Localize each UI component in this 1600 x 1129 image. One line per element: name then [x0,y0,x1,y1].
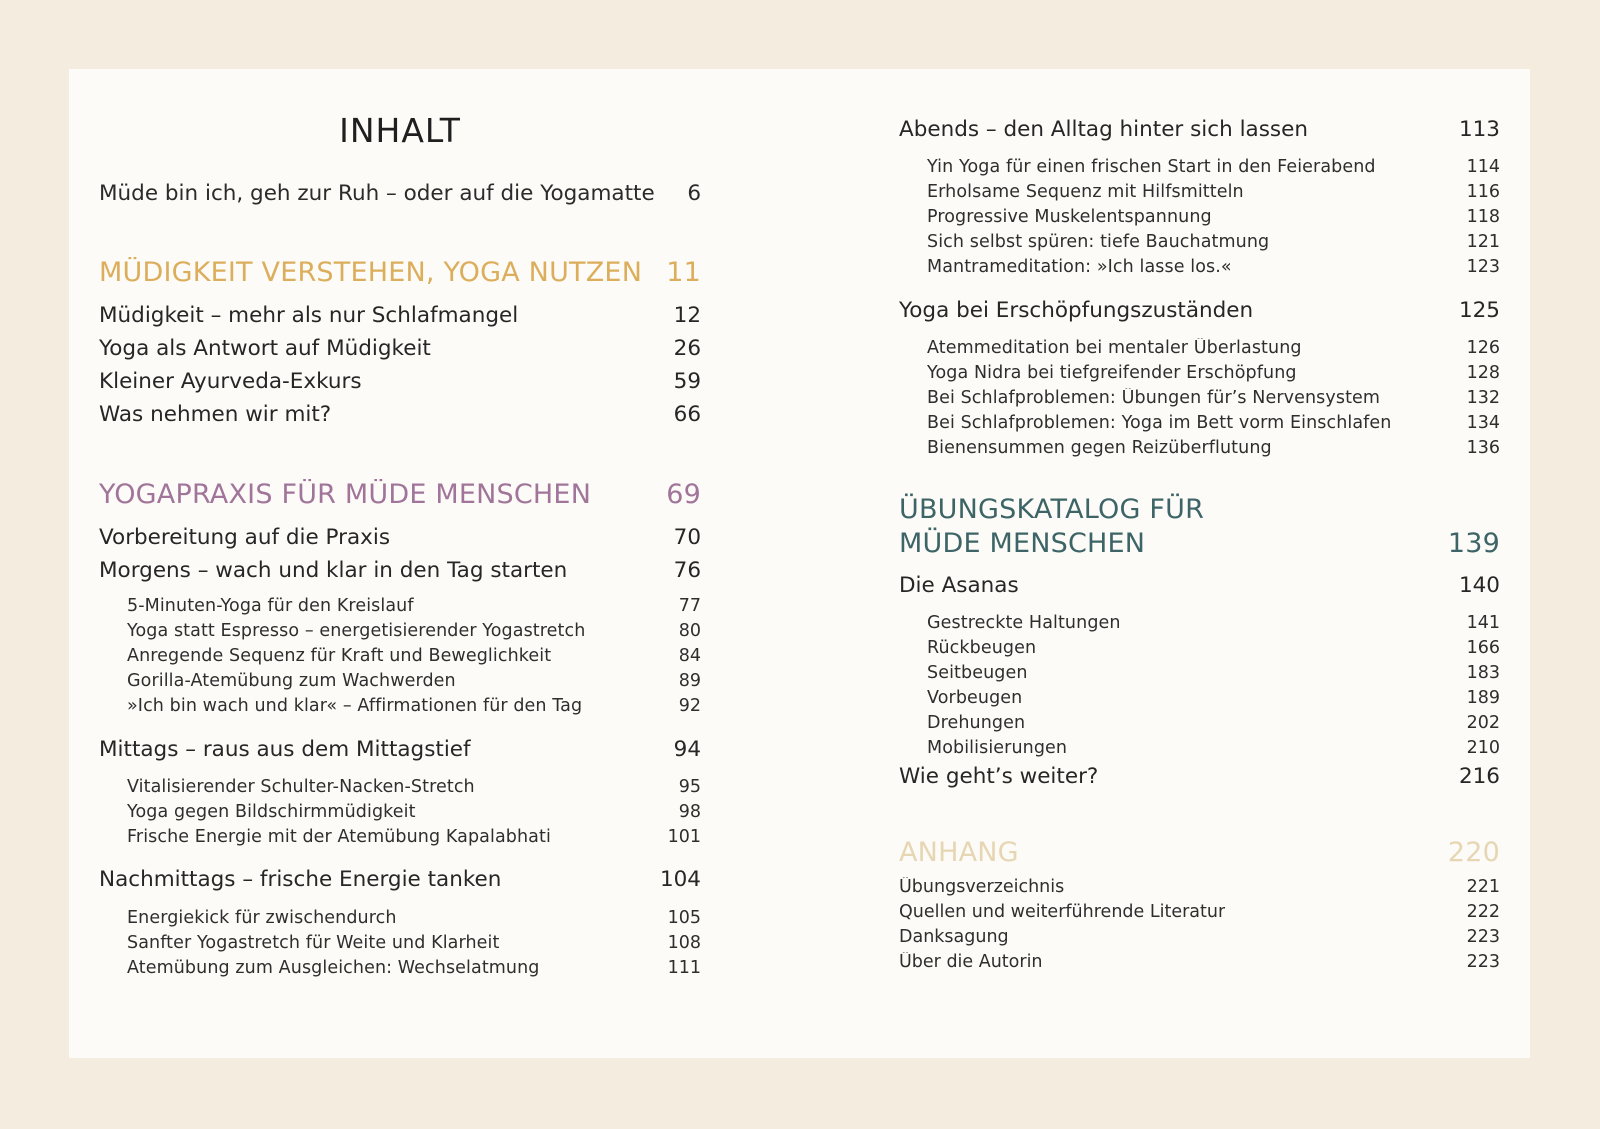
toc-subentry-page: 89 [678,671,701,691]
section-title: YOGAPRAXIS FÜR MÜDE MENSCHEN [99,479,592,510]
toc-entry-label: Übungsverzeichnis [899,877,1065,897]
toc-subentry-label: Erholsame Sequenz mit Hilfsmitteln [927,182,1244,202]
section-title-line2: MÜDE MENSCHEN [899,528,1146,559]
toc-subentry-page: 80 [678,621,701,641]
toc-entry[interactable] [899,877,1500,897]
section-title-line1: ÜBUNGSKATALOG FÜR [899,494,1205,525]
toc-subentry-label: Vitalisierender Schulter-Nacken-Stretch [127,777,475,797]
toc-subentry-page: 77 [678,596,701,616]
toc-subentry[interactable] [899,232,1500,252]
toc-subentry-label: Bei Schlafproblemen: Übungen für’s Nervensystem [927,388,1381,408]
toc-entry-page: 6 [687,181,701,206]
toc-subentry-label: Progressive Muskelentspannung [927,207,1212,227]
toc-subentry-label: Mantrameditation: »Ich lasse los.« [927,257,1232,277]
toc-subentry[interactable] [899,688,1500,708]
toc-subentry-page: 92 [678,696,701,716]
toc-subentry[interactable] [99,827,701,847]
toc-subentry-label: Yin Yoga für einen frischen Start in den Feierabend [927,157,1376,177]
section-page: 11 [666,257,701,288]
page-title: INHALT [339,111,461,150]
toc-entry-page: 113 [1458,117,1500,142]
toc-subentry-label: 5-Minuten-Yoga für den Kreislauf [127,596,414,616]
toc-subentry-label: Yoga statt Espresso – energetisierender Yogastretch [127,621,586,641]
toc-entry[interactable] [99,737,701,762]
toc-subentry-label: Drehungen [927,713,1026,733]
toc-entry-label: Über die Autorin [899,952,1043,972]
toc-subentry-label: Bienensummen gegen Reizüberflutung [927,438,1272,458]
section-heading-uebungskatalog[interactable] [899,493,1500,561]
toc-subentry-page: 123 [1466,257,1500,277]
toc-entry-label: Morgens – wach und klar in den Tag starten [99,558,568,583]
toc-subentry-page: 98 [678,802,701,822]
toc-subentry[interactable] [899,738,1500,758]
toc-entry[interactable] [99,369,701,394]
toc-subentry[interactable] [99,621,701,641]
toc-subentry[interactable] [899,663,1500,683]
toc-entry[interactable] [899,573,1500,598]
section-title: MÜDIGKEIT VERSTEHEN, YOGA NUTZEN [99,257,643,288]
toc-subentry-label: Atemmeditation bei mentaler Überlastung [927,338,1302,358]
toc-subentry[interactable] [99,777,701,797]
toc-entry-label: Danksagung [899,927,1009,947]
toc-entry-page: 66 [673,402,701,427]
toc-subentry-page: 166 [1466,638,1500,658]
toc-entry-page: 221 [1466,877,1500,897]
toc-entry[interactable] [899,117,1500,142]
toc-subentry[interactable] [99,802,701,822]
toc-entry[interactable] [899,298,1500,323]
toc-entry-page: 94 [673,737,701,762]
toc-subentry[interactable] [899,413,1500,433]
toc-subentry-label: Yoga gegen Bildschirmmüdigkeit [127,802,416,822]
toc-subentry-page: 134 [1466,413,1500,433]
toc-subentry[interactable] [899,338,1500,358]
toc-subentry[interactable] [899,638,1500,658]
toc-subentry-page: 84 [678,646,701,666]
section-page: 220 [1447,837,1500,868]
toc-subentry-page: 111 [667,958,701,978]
toc-subentry-label: Frische Energie mit der Atemübung Kapalabhati [127,827,551,847]
toc-entry-page: 125 [1458,298,1500,323]
toc-entry-page: 222 [1466,902,1500,922]
toc-subentry[interactable] [99,596,701,616]
toc-page [69,69,1530,1058]
section-page: 69 [666,479,701,510]
toc-subentry-page: 108 [667,933,701,953]
section-heading-yogapraxis[interactable] [99,479,701,510]
toc-entry[interactable] [99,336,701,361]
toc-subentry-label: Yoga Nidra bei tiefgreifender Erschöpfung [927,363,1297,383]
toc-subentry-label: Bei Schlafproblemen: Yoga im Bett vorm Einschlafen [927,413,1392,433]
toc-subentry[interactable] [99,908,701,928]
toc-entry-label: Müde bin ich, geh zur Ruh – oder auf die Yogamatte [99,181,655,206]
toc-subentry-page: 114 [1466,157,1500,177]
toc-subentry[interactable] [899,182,1500,202]
toc-subentry-label: Seitbeugen [927,663,1028,683]
section-heading-anhang[interactable] [899,837,1500,868]
toc-entry-page: 26 [673,336,701,361]
toc-subentry[interactable] [899,388,1500,408]
toc-entry[interactable] [99,525,701,550]
toc-entry-label: Die Asanas [899,573,1019,598]
toc-entry-page: 12 [673,303,701,328]
toc-subentry-label: Gestreckte Haltungen [927,613,1121,633]
toc-subentry[interactable] [899,363,1500,383]
toc-entry-label: Mittags – raus aus dem Mittagstief [99,737,471,762]
toc-subentry[interactable] [899,157,1500,177]
toc-entry-label: Yoga bei Erschöpfungszuständen [899,298,1254,323]
toc-subentry-label: Mobilisierungen [927,738,1068,758]
toc-entry-page: 104 [659,867,701,892]
toc-subentry-page: 128 [1466,363,1500,383]
toc-subentry[interactable] [99,646,701,666]
toc-entry-label: Yoga als Antwort auf Müdigkeit [99,336,431,361]
toc-entry-page: 76 [673,558,701,583]
toc-subentry-page: 126 [1466,338,1500,358]
toc-entry[interactable] [899,952,1500,972]
toc-entry-label: Nachmittags – frische Energie tanken [99,867,502,892]
toc-subentry[interactable] [99,933,701,953]
toc-subentry-page: 183 [1466,663,1500,683]
toc-entry[interactable] [899,927,1500,947]
toc-entry[interactable] [899,902,1500,922]
toc-subentry[interactable] [899,257,1500,277]
section-heading-muedigkeit[interactable] [99,257,701,288]
toc-subentry[interactable] [99,671,701,691]
toc-subentry-page: 116 [1466,182,1500,202]
toc-entry-label: Müdigkeit – mehr als nur Schlafmangel [99,303,519,328]
toc-subentry-page: 141 [1466,613,1500,633]
toc-entry-label: Vorbereitung auf die Praxis [99,525,391,550]
toc-subentry-page: 132 [1466,388,1500,408]
toc-subentry[interactable] [899,713,1500,733]
toc-entry-label: Quellen und weiterführende Literatur [899,902,1226,922]
toc-subentry-label: Rückbeugen [927,638,1037,658]
toc-entry-page: 216 [1458,764,1500,789]
toc-subentry-label: »Ich bin wach und klar« – Affirmationen für den Tag [127,696,583,716]
toc-subentry-label: Sich selbst spüren: tiefe Bauchatmung [927,232,1270,252]
toc-entry-label: Kleiner Ayurveda-Exkurs [99,369,362,394]
toc-entry[interactable] [899,764,1500,789]
toc-entry-page: 223 [1466,952,1500,972]
toc-entry-page: 59 [673,369,701,394]
section-page: 139 [1447,528,1500,559]
section-title: ANHANG [899,837,1019,868]
toc-entry-intro[interactable] [99,181,701,206]
toc-subentry-label: Anregende Sequenz für Kraft und Beweglichkeit [127,646,552,666]
toc-entry-page: 223 [1466,927,1500,947]
toc-entry-label: Was nehmen wir mit? [99,402,332,427]
toc-subentry[interactable] [99,958,701,978]
toc-entry-label: Abends – den Alltag hinter sich lassen [899,117,1308,142]
toc-subentry-page: 210 [1466,738,1500,758]
toc-subentry-label: Gorilla-Atemübung zum Wachwerden [127,671,456,691]
toc-entry-label: Wie geht’s weiter? [899,764,1099,789]
toc-subentry-page: 105 [667,908,701,928]
toc-subentry[interactable] [899,613,1500,633]
toc-subentry[interactable] [99,696,701,716]
toc-subentry[interactable] [899,438,1500,458]
toc-subentry-page: 136 [1466,438,1500,458]
toc-subentry-page: 95 [678,777,701,797]
toc-subentry-label: Sanfter Yogastretch für Weite und Klarheit [127,933,500,953]
toc-subentry-label: Energiekick für zwischendurch [127,908,397,928]
toc-subentry-label: Atemübung zum Ausgleichen: Wechselatmung [127,958,540,978]
toc-subentry-page: 202 [1466,713,1500,733]
toc-subentry-label: Vorbeugen [927,688,1023,708]
toc-entry[interactable] [99,303,701,328]
toc-subentry-page: 121 [1466,232,1500,252]
toc-entry[interactable] [99,867,701,892]
toc-entry[interactable] [99,402,701,427]
toc-subentry-page: 118 [1466,207,1500,227]
toc-entry[interactable] [99,558,701,583]
toc-entry-page: 140 [1458,573,1500,598]
toc-subentry-page: 189 [1466,688,1500,708]
toc-entry-page: 70 [673,525,701,550]
toc-subentry-page: 101 [667,827,701,847]
toc-subentry[interactable] [899,207,1500,227]
